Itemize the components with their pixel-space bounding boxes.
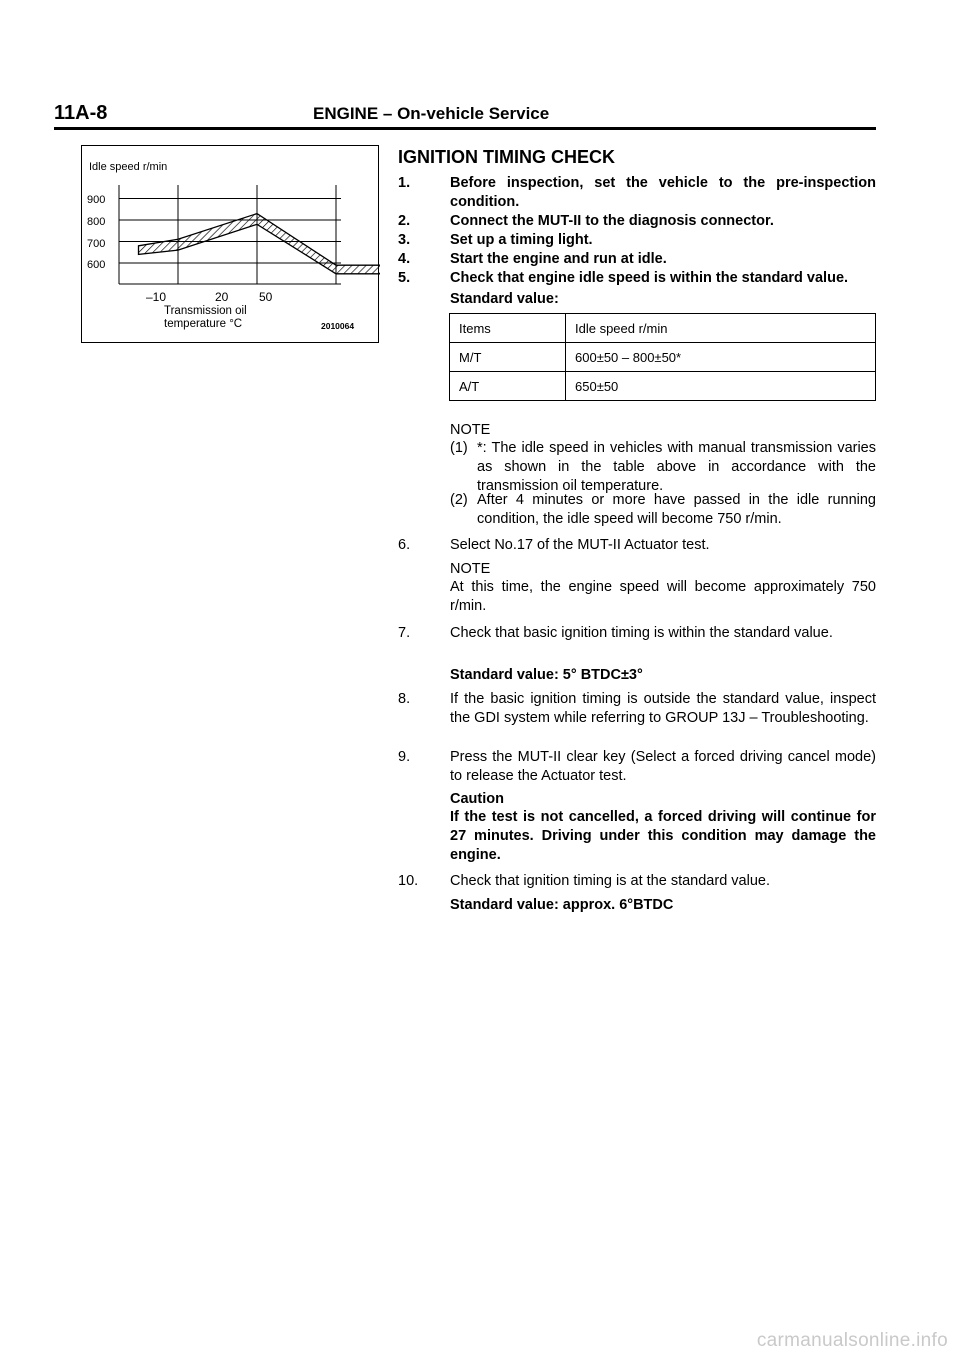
watermark: carmanualsonline.info bbox=[756, 1330, 948, 1351]
note-item-label: (2) bbox=[450, 492, 468, 508]
step-number: 9. bbox=[398, 749, 411, 765]
step-text: Set up a timing light. bbox=[450, 232, 593, 248]
y-tick-700: 700 bbox=[87, 238, 106, 250]
table-cell: 650±50 bbox=[566, 372, 876, 401]
x-tick-minus10: –10 bbox=[146, 290, 167, 304]
caution-heading: Caution bbox=[450, 791, 504, 807]
idle-speed-band bbox=[139, 214, 381, 274]
chart-grid bbox=[119, 185, 341, 284]
note-item-1 bbox=[450, 439, 876, 496]
standard-value-label: Standard value: bbox=[450, 291, 559, 307]
step-text: Press the MUT-II clear key (Select a forced driving cancel mode) to release the Actuator test. bbox=[450, 749, 876, 784]
step-number: 8. bbox=[398, 691, 411, 707]
table-cell: 600±50 – 800±50* bbox=[566, 343, 876, 372]
table-header-cell: Items bbox=[450, 314, 566, 343]
step-text: If the basic ignition timing is outside the standard value, inspect the GDI system while referring to GROUP 13J – Troubleshooting. bbox=[450, 691, 876, 726]
step-text: Before inspection, set the vehicle to the pre-inspection condition. bbox=[450, 175, 876, 210]
note-item-label: (1) bbox=[450, 440, 468, 456]
step-number: 3. bbox=[398, 232, 411, 248]
step-number: 6. bbox=[398, 537, 411, 553]
section-title: IGNITION TIMING CHECK bbox=[398, 147, 615, 167]
step-number: 10. bbox=[398, 873, 419, 889]
table-cell: M/T bbox=[450, 343, 566, 372]
step-text: Select No.17 of the MUT-II Actuator test. bbox=[450, 537, 710, 553]
x-tick-50: 50 bbox=[259, 290, 273, 304]
page-number: 11A-8 bbox=[54, 102, 108, 124]
step-text: Start the engine and run at idle. bbox=[450, 251, 667, 267]
figure-id: 2010064 bbox=[321, 321, 355, 331]
y-tick-900: 900 bbox=[87, 194, 106, 206]
y-axis-label: Idle speed r/min bbox=[89, 161, 168, 173]
step-number: 7. bbox=[398, 625, 411, 641]
table-row bbox=[450, 343, 876, 372]
table-header-row bbox=[450, 314, 876, 343]
step-text: Connect the MUT-II to the diagnosis connector. bbox=[450, 213, 774, 229]
table-row bbox=[450, 372, 876, 401]
step-text: Check that basic ignition timing is within the standard value. bbox=[450, 625, 833, 641]
idle-speed-figure bbox=[81, 145, 379, 343]
standard-value-step7: Standard value: 5° BTDC±3° bbox=[450, 667, 643, 683]
x-axis-label-line2: temperature °C bbox=[164, 318, 243, 330]
page-header-title: ENGINE – On-vehicle Service bbox=[313, 104, 550, 123]
step-number: 1. bbox=[398, 175, 411, 191]
step-number: 2. bbox=[398, 213, 411, 229]
note-item-2 bbox=[450, 491, 876, 529]
header-rule bbox=[54, 127, 876, 130]
step-number: 4. bbox=[398, 251, 411, 267]
table-cell: A/T bbox=[450, 372, 566, 401]
y-tick-600: 600 bbox=[87, 259, 106, 271]
x-axis-label-line1: Transmission oil bbox=[164, 305, 247, 317]
note-heading: NOTE bbox=[450, 422, 491, 438]
y-tick-800: 800 bbox=[87, 216, 106, 228]
step-text: Check that ignition timing is at the standard value. bbox=[450, 873, 770, 889]
idle-speed-spec-table bbox=[449, 313, 876, 401]
step-number: 5. bbox=[398, 270, 411, 286]
step-1 bbox=[398, 174, 876, 212]
idle-speed-chart bbox=[82, 146, 380, 344]
note-text-2: At this time, the engine speed will become approximately 750 r/min. bbox=[450, 579, 876, 614]
x-tick-20: 20 bbox=[215, 290, 229, 304]
note-heading-2: NOTE bbox=[450, 561, 491, 577]
standard-value-step10: Standard value: approx. 6°BTDC bbox=[450, 897, 674, 913]
table-header-cell: Idle speed r/min bbox=[566, 314, 876, 343]
note-item-text: *: The idle speed in vehicles with manual transmission varies as shown in the table above in accordance with the transmission oil temperature. bbox=[477, 440, 876, 494]
caution-text: If the test is not cancelled, a forced driving will continue for 27 minutes. Driving under this condition may damage the engine. bbox=[450, 809, 876, 863]
note-item-text: After 4 minutes or more have passed in the idle running condition, the idle speed will become 750 r/min. bbox=[477, 492, 876, 527]
step-text: Check that engine idle speed is within the standard value. bbox=[450, 270, 849, 286]
